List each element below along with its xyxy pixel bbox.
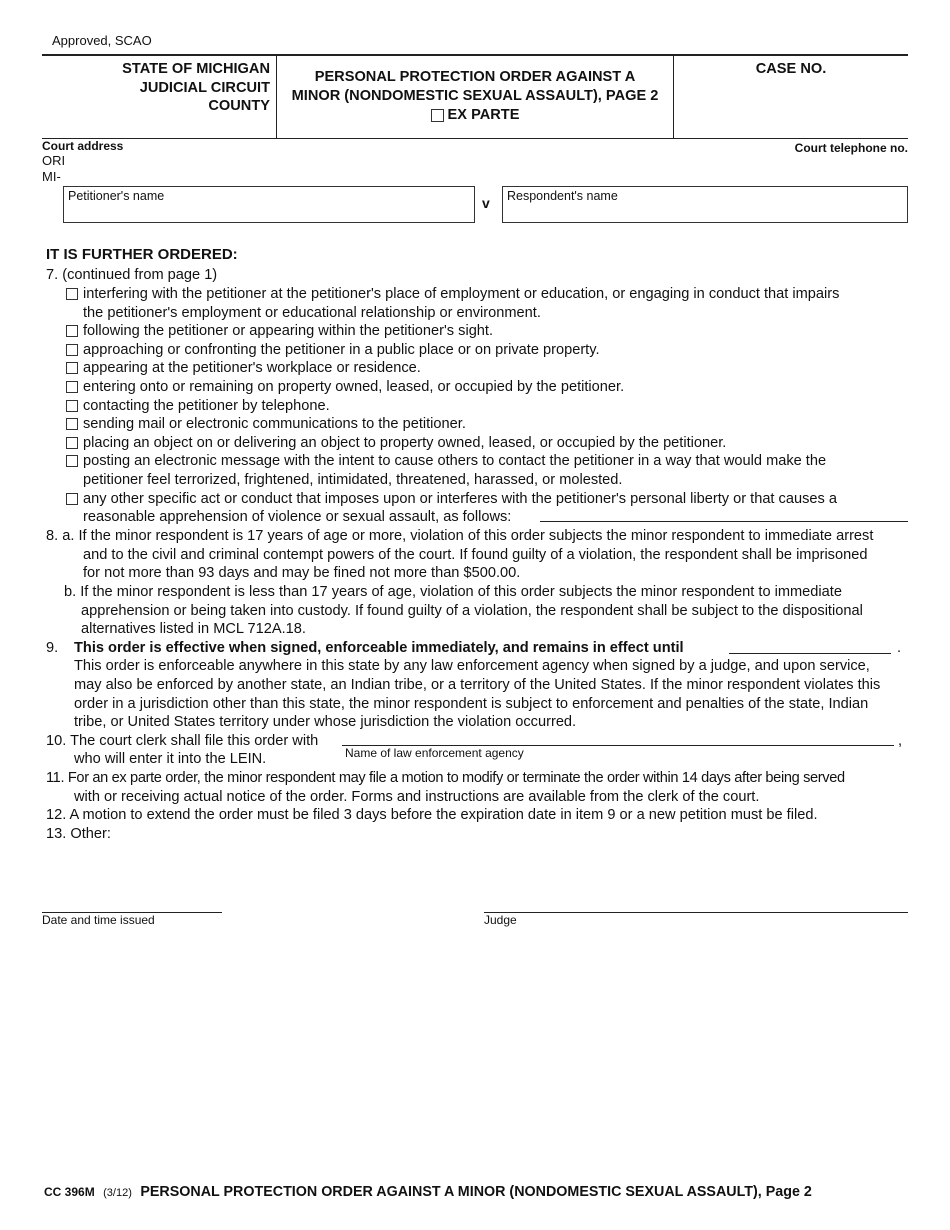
item-10-comma: , [898,733,903,749]
item-7-option-text: posting an electronic message with the intent to cause others to contact the petitioner in a way that would make the [83,453,827,470]
order-heading: IT IS FURTHER ORDERED: [46,246,238,263]
form-title-line1: PERSONAL PROTECTION ORDER AGAINST A [314,69,636,85]
item-9-line1: This order is enforceable anywhere in this state by any law enforcement agency when signed by a judge, and upon service, [74,658,870,674]
item-7-option-checkbox[interactable] [66,493,78,505]
ex-parte-option[interactable] [431,106,520,125]
date-time-issued-label: Date and time issued [42,913,155,927]
item-8a-line1: 8. a. If the minor respondent is 17 years of age or more, violation of this order subjects the minor respondent to immediate arrest [46,528,874,544]
item-7-option-checkbox[interactable] [66,362,78,374]
expiration-date-blank[interactable] [729,653,891,654]
footer [44,1183,812,1201]
item-7-option-checkbox[interactable] [66,344,78,356]
item-7-option-text: any other specific act or conduct that imposes upon or interferes with the petitioner's personal liberty or that causes a [83,490,837,507]
item-7-option-text: entering onto or remaining on property owned, leased, or occupied by the petitioner. [83,379,625,395]
item-7-intro: 7. (continued from page 1) [46,267,218,283]
item-7-option-text: placing an object on or delivering an object to property owned, leased, or occupied by the petitioner. [83,434,727,451]
item-7-option-text: following the petitioner or appearing within the petitioner's sight. [83,323,494,340]
item-10-line1: 10. The court clerk shall file this order with [46,733,319,749]
county-label: COUNTY [208,98,270,114]
mi-label: MI- [42,169,61,184]
item-9-line2: may also be enforced by another state, an Indian tribe, or a territory of the United States. If the minor respondent violates this [74,677,881,693]
item-7-option-text: reasonable apprehension of violence or sexual assault, as follows: [83,509,512,526]
item-8a-line2: and to the civil and criminal contempt powers of the court. If found guilty of a violation, the respondent shall be imprisoned [83,547,868,563]
item-7-option-checkbox[interactable] [66,418,78,430]
item-8b-line3: alternatives listed in MCL 712A.18. [81,621,306,637]
item-7-option-text: the petitioner's employment or educational relationship or environment. [83,304,541,321]
item-11-line1: 11. For an ex parte order, the minor respondent may file a motion to modify or terminate the order within 14 days after being served [46,770,845,786]
item-7-option-text: sending mail or electronic communications to the petitioner. [83,416,466,433]
form-revision: (3/12) [103,1187,132,1199]
item-9-line4: tribe, or United States territory under whose jurisdiction the violation occurred. [74,714,577,730]
court-address-label: Court address [42,139,124,153]
state-name: STATE OF MICHIGAN [122,61,270,77]
item-7-option-checkbox[interactable] [66,437,78,449]
item-7-option-checkbox[interactable] [66,400,78,412]
item-11-line2: with or receiving actual notice of the order. Forms and instructions are available from the clerk of the court. [74,789,760,805]
item-9-line3: order in a jurisdiction other than this state, the minor respondent is subject to enforcement and penalties of the state, Indian [74,696,869,712]
versus-label: v [482,195,490,211]
respondent-name-label: Respondent's name [507,189,618,203]
item-7-option-text: petitioner feel terrorized, frightened, intimidated, threatened, harassed, or molested. [83,472,623,488]
approval-note: Approved, SCAO [52,33,152,48]
footer-title: PERSONAL PROTECTION ORDER AGAINST A MINOR (NONDOMESTIC SEXUAL ASSAULT), Page 2 [140,1184,812,1200]
item-7-option-text: approaching or confronting the petitioner in a public place or on private property. [83,341,600,358]
ori-label: ORI [42,153,66,168]
circuit-label: JUDICIAL CIRCUIT [139,79,270,96]
header-top-rule [42,54,908,56]
court-telephone-label: Court telephone no. [794,141,908,155]
header-bottom-rule [42,138,908,139]
item-13: 13. Other: [46,826,111,842]
item-9-effective: This order is effective when signed, enforceable immediately, and remains in effect until [74,640,684,656]
other-act-blank[interactable] [540,521,908,522]
respondent-name-field[interactable] [502,186,908,223]
item-12: 12. A motion to extend the order must be filed 3 days before the expiration date in item 9 or a new petition must be filed. [46,807,818,823]
ex-parte-checkbox[interactable] [431,109,444,122]
ex-parte-label: EX PARTE [447,107,520,123]
form-number: CC 396M [44,1185,95,1199]
item-8b-line1: b. If the minor respondent is less than 17 years of age, violation of this order subjects the minor respondent to immediate [64,584,842,600]
item-10-line2: who will enter it into the LEIN. [74,751,267,767]
petitioner-name-field[interactable] [63,186,475,223]
item-7-option-checkbox[interactable] [66,288,78,300]
form-title [277,68,673,128]
law-enforcement-agency-label: Name of law enforcement agency [345,746,524,760]
item-7-option-text: appearing at the petitioner's workplace or residence. [83,360,421,377]
item-9-period: . [897,640,902,656]
item-9-number: 9. [46,640,59,656]
item-7-option-checkbox[interactable] [66,381,78,393]
petitioner-name-label: Petitioner's name [68,189,165,203]
item-8b-line2: apprehension or being taken into custody. If found guilty of a violation, the respondent shall be subject to the dispositional [81,603,863,619]
judge-label: Judge [484,913,517,927]
case-number-label: CASE NO. [755,61,827,77]
form-title-line2: MINOR (NONDOMESTIC SEXUAL ASSAULT), PAGE 2 [291,88,659,104]
judge-signature-field[interactable] [484,912,908,913]
item-7-option-text: interfering with the petitioner at the petitioner's place of employment or education, or engaging in conduct that impairs [83,286,840,302]
item-7-option-text: contacting the petitioner by telephone. [83,397,330,414]
court-jurisdiction [42,60,270,116]
item-8a-line3: for not more than 93 days and may be fined not more than $500.00. [83,565,521,581]
item-7-option-checkbox[interactable] [66,325,78,337]
item-7-option-checkbox[interactable] [66,455,78,467]
